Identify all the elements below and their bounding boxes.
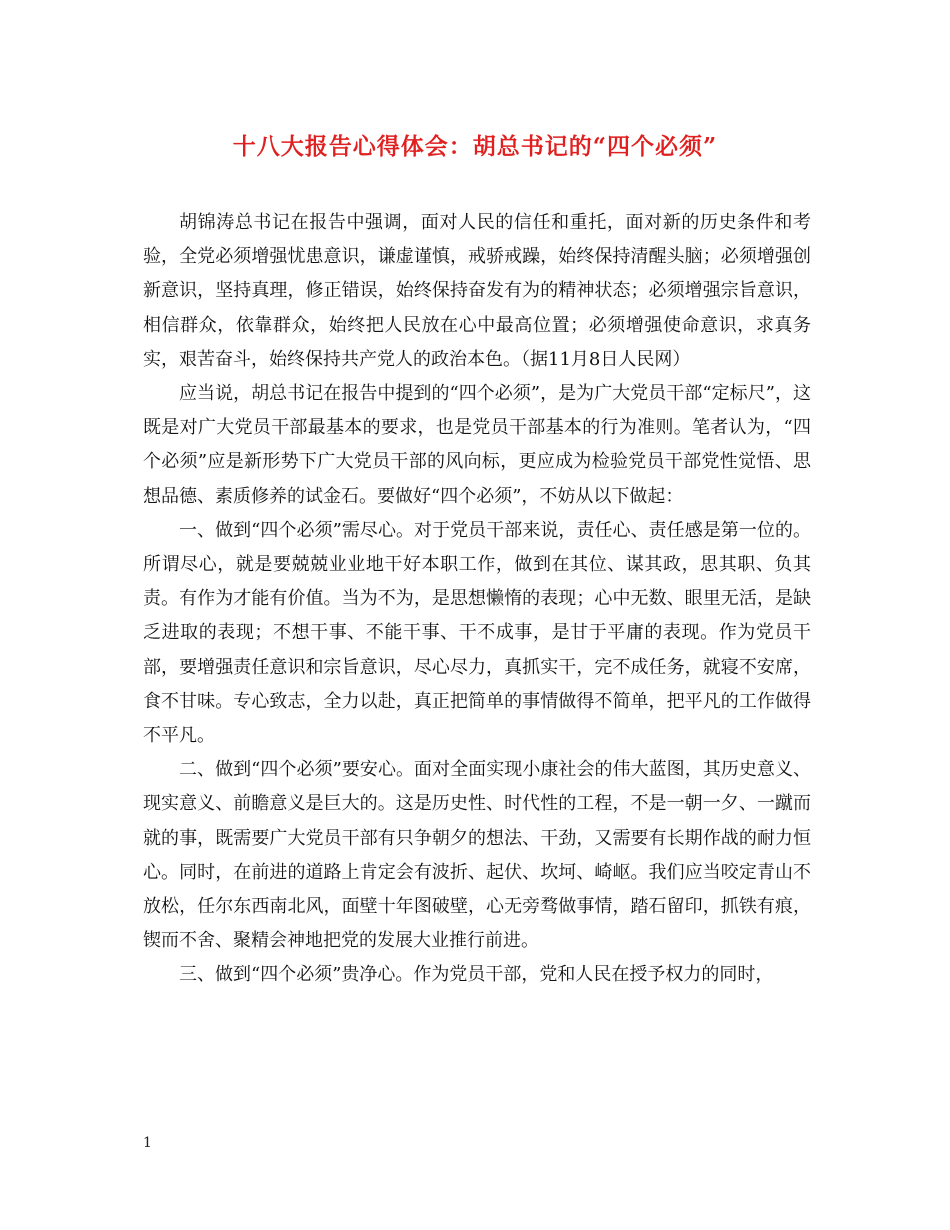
document-body	[143, 206, 811, 993]
paragraph-2: 应当说，胡总书记在报告中提到的“四个必须”，是为广大党员干部“定标尺”，这既是对广大党员干部最基本的要求，也是党员干部基本的行为准则。笔者认为，“四个必须”应是新形势下广大党员干部的风向标，更应成为检验党员干部党性觉悟、思想品德、素质修养的试金石。要做好“四个必须”，不妨从以下做起：	[143, 383, 811, 507]
paragraph-4: 二、做到“四个必须”要安心。面对全面实现小康社会的伟大蓝图，其历史意义、现实意义、前瞻意义是巨大的。这是历史性、时代性的工程，不是一朝一夕、一蹴而就的事，既需要广大党员干部有只争朝夕的想法、干劲，又需要有长期作战的耐力恒心。同时，在前进的道路上肯定会有波折、起伏、坎坷、崎岖。我们应当咬定青山不放松，任尔东西南北风，面壁十年图破壁，心无旁骛做事情，踏石留印，抓铁有痕，锲而不舍、聚精会神地把党的发展大业推行前进。	[143, 759, 811, 952]
paragraph-1: 胡锦涛总书记在报告中强调，面对人民的信任和重托，面对新的历史条件和考验，全党必须增强忧患意识，谦虚谨慎，戒骄戒躁，始终保持清醒头脑；必须增强创新意识，坚持真理，修正错误，始终保持奋发有为的精神状态；必须增强宗旨意识，相信群众，依靠群众，始终把人民放在心中最高位置；必须增强使命意识，求真务实，艰苦奋斗，始终保持共产党人的政治本色。（据11月8日人民网）	[143, 212, 811, 370]
page-number: 1	[143, 1135, 152, 1151]
document-title: 十八大报告心得体会：胡总书记的“四个必须”	[232, 133, 718, 160]
paragraph-5: 三、做到“四个必须”贵净心。作为党员干部，党和人民在授予权力的同时，	[179, 964, 774, 986]
paragraph-3: 一、做到“四个必须”需尽心。对于党员干部来说，责任心、责任感是第一位的。所谓尽心，就是要兢兢业业地干好本职工作，做到在其位、谋其政，思其职、负其责。有作为才能有价值。当为不为，是思想懒惰的表现；心中无数、眼里无活，是缺乏进取的表现；不想干事、不能干事、干不成事，是甘于平庸的表现。作为党员干部，要增强责任意识和宗旨意识，尽心尽力，真抓实干，完不成任务，就寝不安席，食不甘味。专心致志，全力以赴，真正把简单的事情做得不简单，把平凡的工作做得不平凡。	[143, 519, 811, 747]
